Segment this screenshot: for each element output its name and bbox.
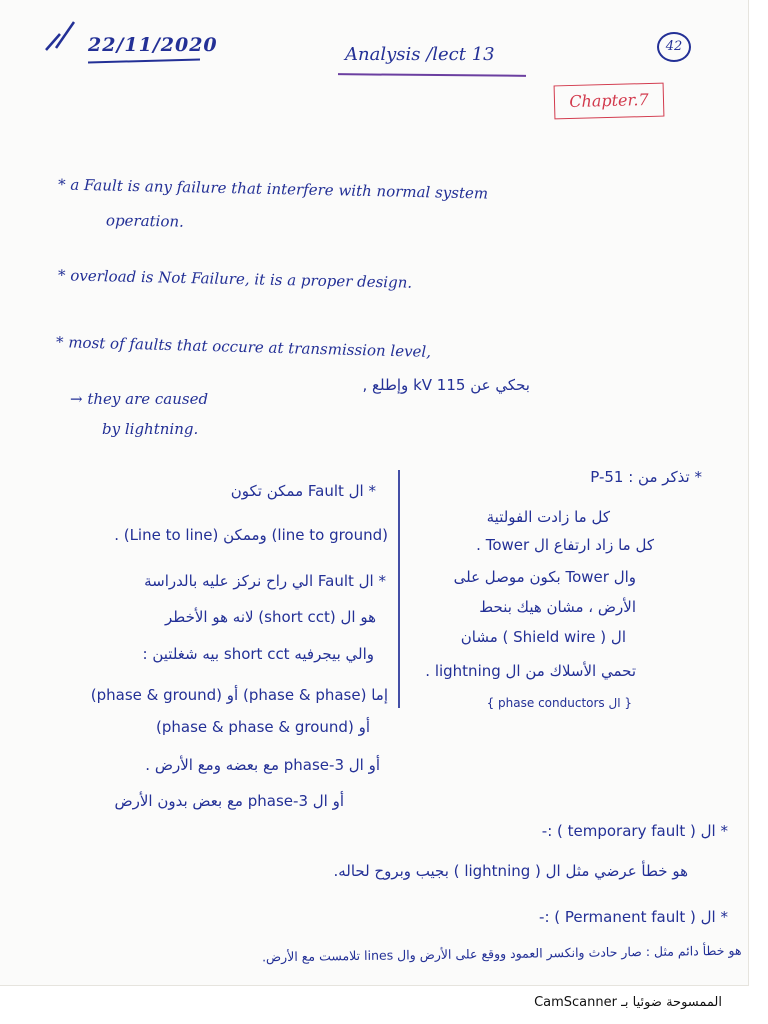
left-line-6: إما (phase & phase) أو (phase & ground) — [90, 686, 388, 704]
note-date: 22/11/2020 — [88, 34, 218, 56]
lecture-title: Analysis /lect 13 — [345, 44, 495, 65]
left-line-1: * ال Fault ممكن تكون — [230, 482, 376, 500]
bottom-line-permanent-desc: هو خطأ دائم مثل : صار حادث وانكسر العمود ووقع على الأرض وال lines تلامست مع الأرض. — [262, 942, 743, 965]
note-line-115kv: بحكي عن 115 kV وإطلع , — [362, 376, 530, 394]
left-line-2: . (Line to line) وممكن (line to ground) — [114, 526, 388, 544]
note-line-fault-definition: * a Fault is any failure that interfere with normal system — [57, 175, 489, 203]
left-line-5: والي بيجرفيه short cct بيه شغلتين : — [142, 645, 374, 663]
bottom-line-permanent: * ال ( Permanent fault ) :- — [539, 908, 728, 926]
page-number-circle: 42 — [657, 32, 691, 62]
chapter-box: Chapter.7 — [554, 83, 665, 120]
note-line-overload: * overload is Not Failure, it is a proper design. — [57, 266, 413, 292]
right-line-6: ال ( Shield wire ) مشان — [460, 628, 626, 646]
date-underline — [88, 59, 200, 64]
note-line-most-faults: * most of faults that occure at transmission level, — [55, 333, 432, 361]
right-line-5: الأرض ، مشان هيك بنحط — [479, 598, 636, 616]
right-line-3: كل ما زاد ارتفاع ال Tower . — [476, 536, 654, 554]
left-line-3: * ال Fault الي راح نركز عليه بالدراسة — [144, 572, 386, 590]
bottom-line-temporary: * ال ( temporary fault ) :- — [541, 822, 728, 840]
left-line-9: أو ال 3-phase مع بعض بدون الأرض — [114, 792, 344, 810]
left-line-7: أو (phase & phase & ground) — [156, 718, 370, 736]
title-underline — [338, 73, 526, 77]
right-line-2: كل ما زادت الفولتية — [486, 508, 610, 526]
bottom-line-temporary-desc: هو خطأ عرضي مثل ال ( lightning ) بجيب وبروح لحاله. — [333, 862, 688, 880]
left-line-4: هو ال (short cct) لانه هو الأخطر — [165, 608, 376, 626]
margin-slash-marks — [42, 14, 78, 54]
right-line-1: * تذكر من : P-51 — [590, 468, 702, 486]
right-line-4: وال Tower بكون موصل على — [453, 568, 636, 586]
column-divider — [398, 470, 400, 708]
right-line-8: { ال phase conductors } — [486, 696, 632, 710]
note-line-caused: → they are caused — [70, 390, 209, 408]
note-line-lightning: by lightning. — [102, 420, 199, 438]
left-line-8: أو ال 3-phase مع بعضه ومع الأرض . — [145, 756, 380, 774]
camscanner-footer: الممسوحة ضوئيا بـ CamScanner — [534, 995, 722, 1010]
right-line-7: تحمي الأسلاك من ال lightning . — [425, 662, 636, 680]
note-line-operation: operation. — [105, 211, 185, 231]
